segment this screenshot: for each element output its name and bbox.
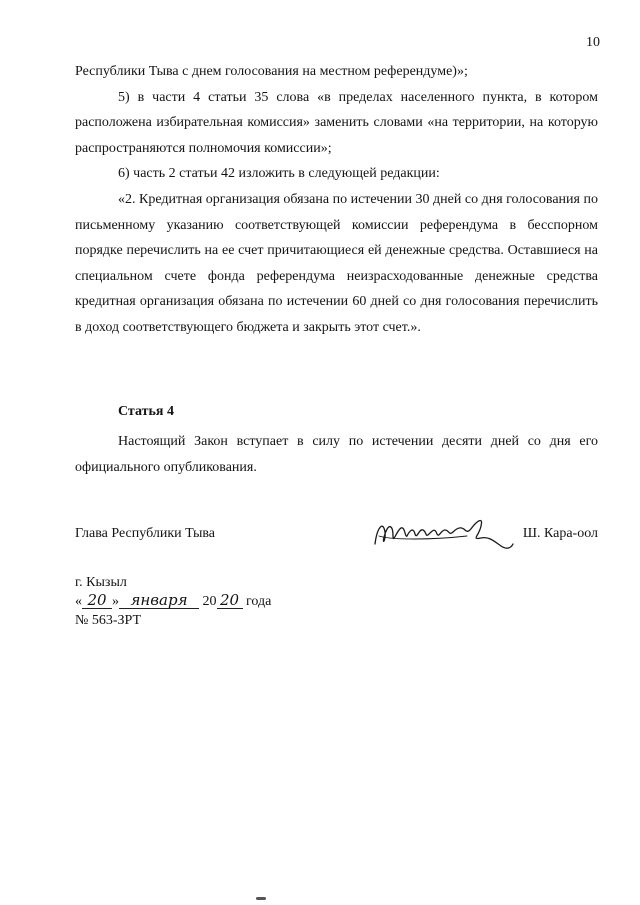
document-body: [75, 59, 598, 341]
page-number: 10: [586, 35, 600, 50]
scan-artifact: [256, 897, 266, 900]
handwritten-signature-icon: [371, 506, 519, 558]
article-heading: Статья 4: [118, 404, 174, 419]
paragraph-item-5: 5) в части 4 статьи 35 слова «в пределах населенного пункта, в котором расположена избирательная комиссия» заменить словами «на территории, на которую распространяются полномочия комиссии»;: [75, 89, 598, 156]
signer-title: Глава Республики Тыва: [75, 526, 216, 541]
signer-name: Ш. Кара-оол: [522, 526, 598, 541]
date-year-suffix: 20: [217, 592, 243, 609]
paragraph-continuation: Республики Тыва с днем голосования на местном референдуме)»;: [75, 64, 468, 79]
signing-date: [75, 592, 271, 612]
place-date-block: [75, 574, 271, 630]
date-year-word: года: [246, 594, 272, 609]
law-number: № 563-ЗРТ: [75, 613, 142, 628]
date-open-quote: «: [75, 594, 82, 609]
paragraph-item-6: 6) часть 2 статьи 42 изложить в следующей редакции:: [118, 166, 440, 182]
date-close-quote: »: [112, 594, 119, 609]
date-day: 20: [82, 592, 112, 609]
article-text: Настоящий Закон вступает в силу по истечении десяти дней со дня его официального опубликования.: [75, 434, 598, 475]
place-of-signing: г. Кызыл: [75, 575, 127, 590]
date-year-prefix: 20: [202, 594, 217, 609]
paragraph-new-wording: «2. Кредитная организация обязана по истечении 30 дней со дня голосования по письменному указанию соответствующей комиссии референдума в бесспорном порядке перечислить на ее счет причитающиеся ей денежные средства. Оставшиеся на специальном счете фонда референдума неизрасходованные денежные средства кредитная организация обязана по истечении 60 дней со дня голосования перечислить в доход соответствующего бюджета и закрыть этот счет.».: [75, 191, 598, 335]
date-month: января: [119, 592, 199, 609]
signature-block: [75, 520, 598, 560]
